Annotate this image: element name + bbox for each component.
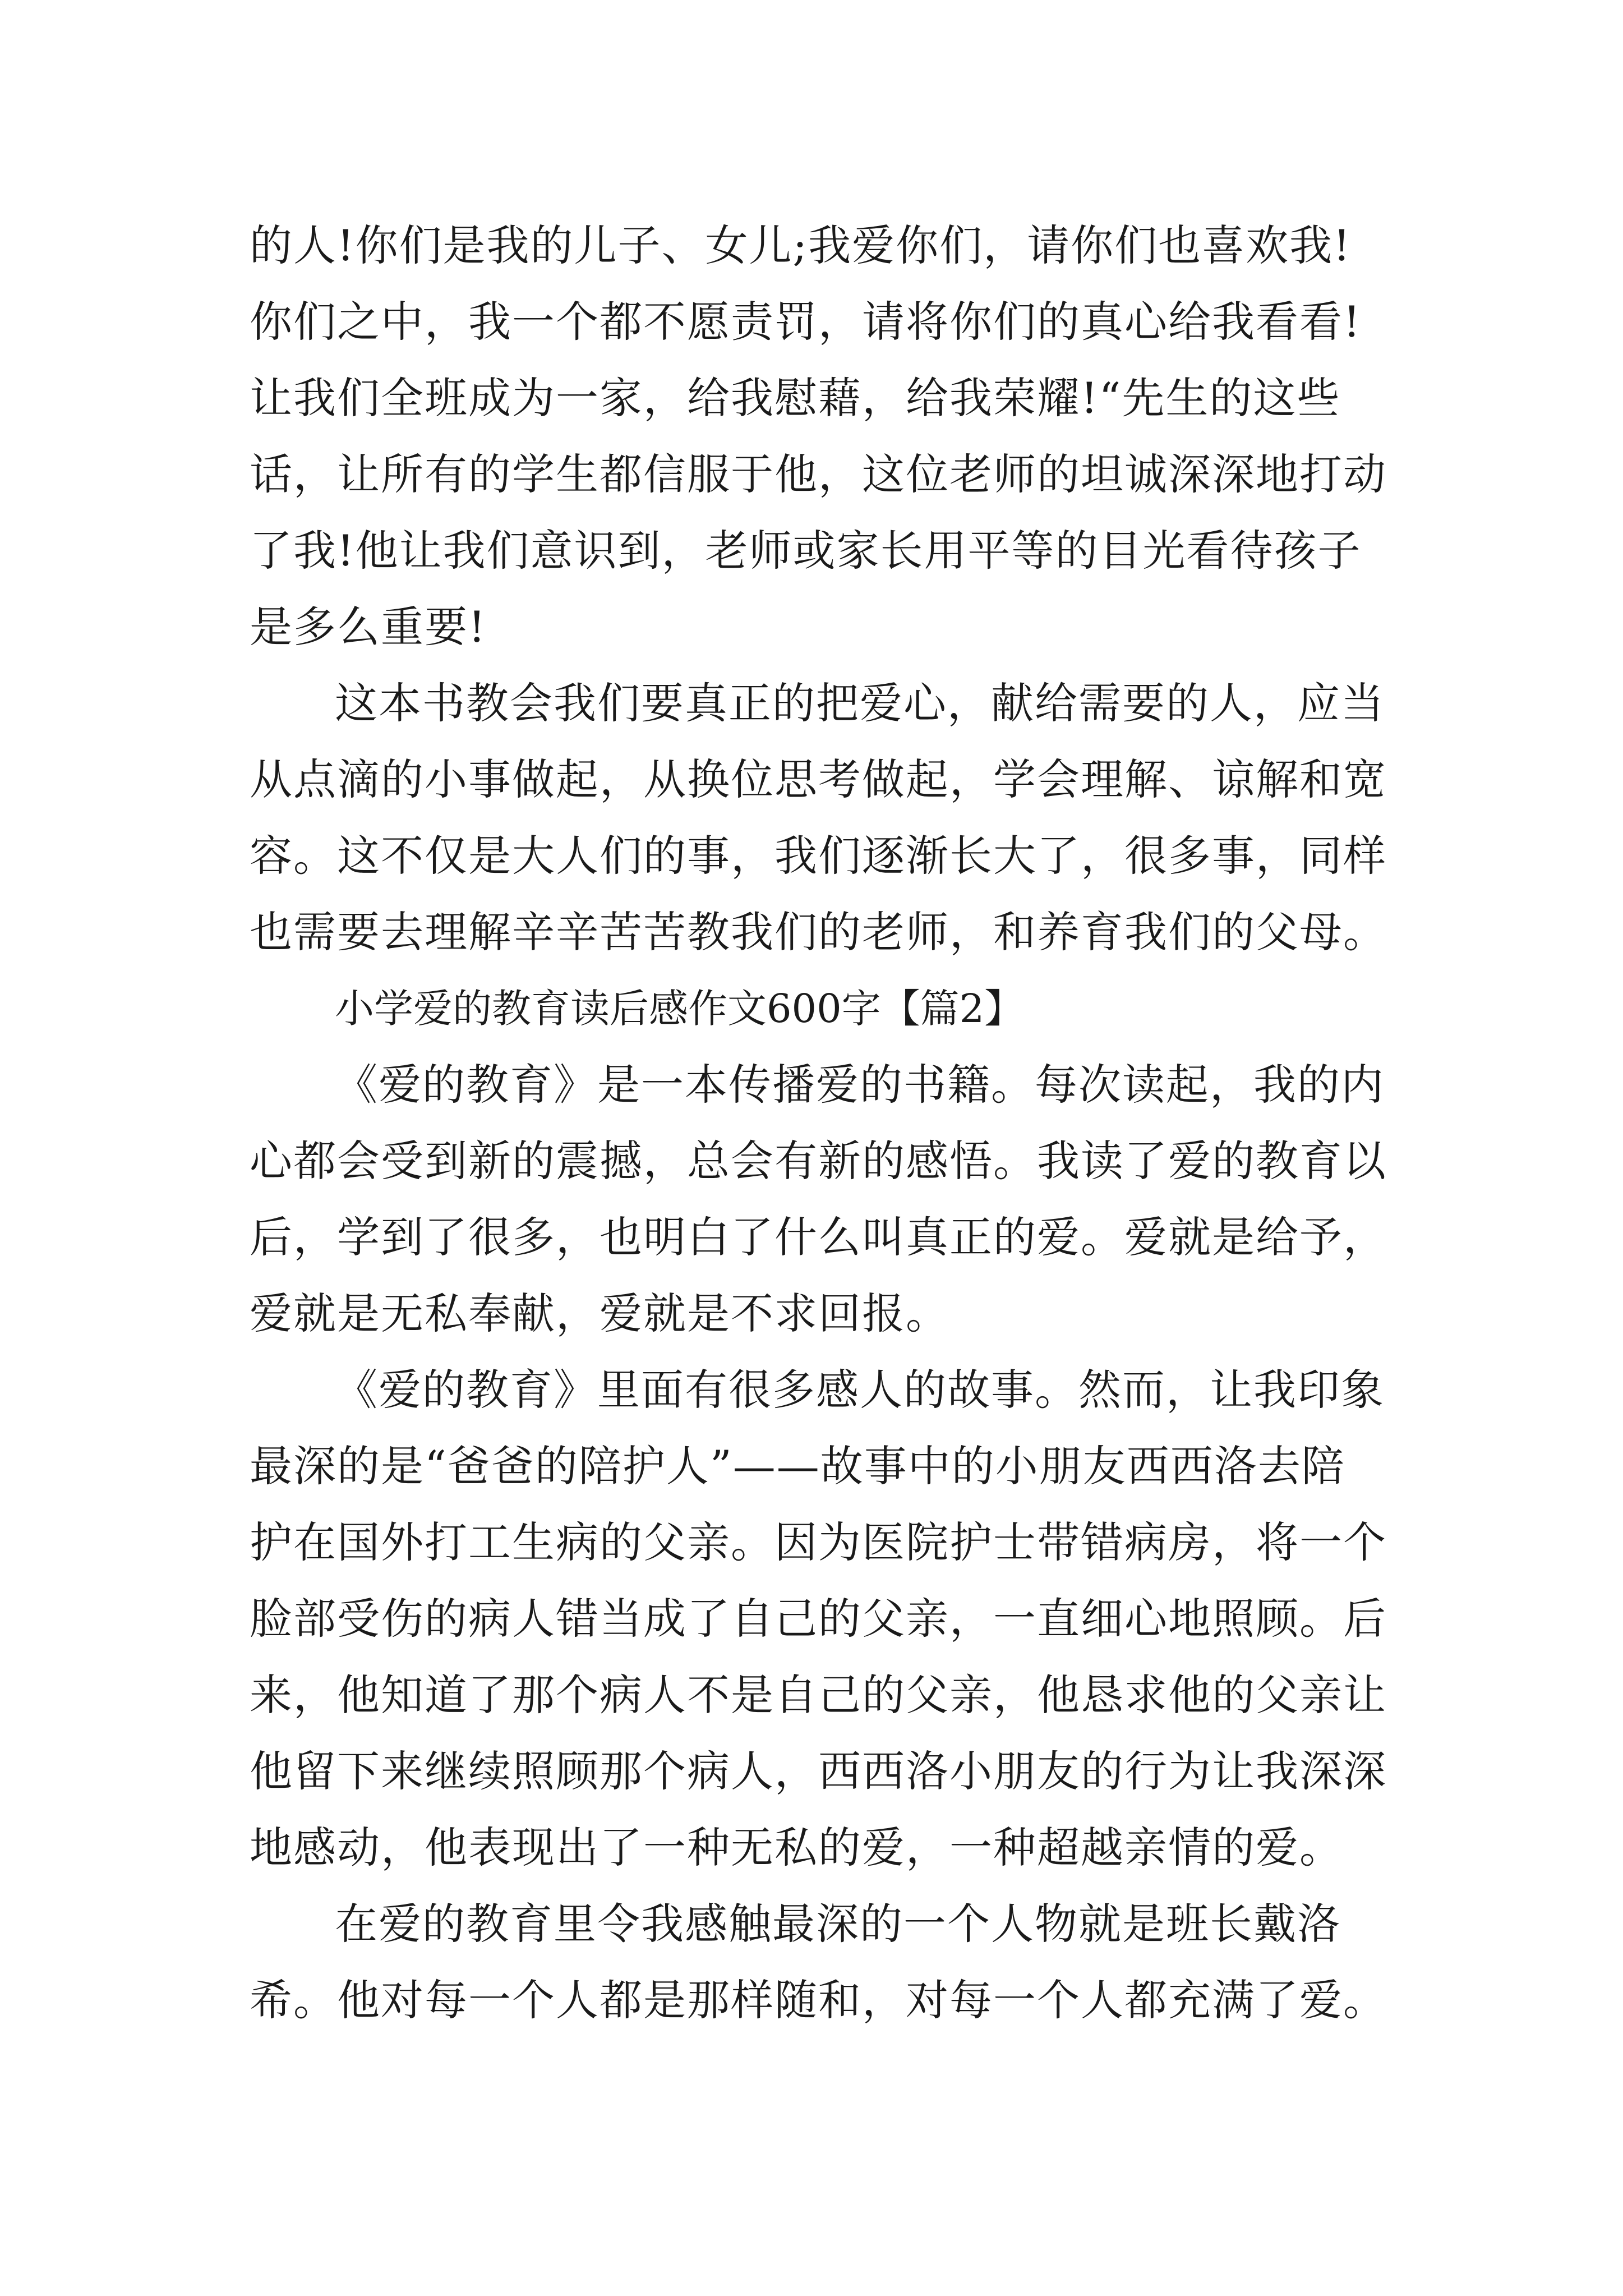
text-line: 容。这不仅是大人们的事，我们逐渐长大了，很多事，同样 <box>250 831 1387 881</box>
paragraph-first-line: 《爱的教育》是一本传播爱的书籍。每次读起，我的内 <box>335 1060 1385 1110</box>
text-line: 你们之中，我一个都不愿责罚，请将你们的真心给我看看! <box>250 297 1362 347</box>
paragraph-first-line: 这本书教会我们要真正的把爱心，献给需要的人，应当 <box>335 678 1385 728</box>
text-line: 话，让所有的学生都信服于他，这位老师的坦诚深深地打动 <box>250 449 1387 499</box>
text-line: 心都会受到新的震撼，总会有新的感悟。我读了爱的教育以 <box>250 1136 1387 1186</box>
text-line: 是多么重要! <box>250 602 487 652</box>
text-line: 地感动，他表现出了一种无私的爱，一种超越亲情的爱。 <box>250 1823 1343 1872</box>
paragraph-first-line: 在爱的教育里令我感触最深的一个人物就是班长戴洛 <box>335 1899 1341 1949</box>
text-line: 从点滴的小事做起，从换位思考做起，学会理解、谅解和宽 <box>250 754 1387 804</box>
text-line: 爱就是无私奉献，爱就是不求回报。 <box>250 1289 949 1338</box>
text-line: 希。他对每一个人都是那样随和，对每一个人都充满了爱。 <box>250 1975 1387 2025</box>
document-body <box>250 208 1388 2039</box>
text-line: 的人!你们是我的儿子、女儿;我爱你们，请你们也喜欢我! <box>250 220 1352 270</box>
section-heading: 小学爱的教育读后感作文600字【篇2】 <box>335 986 1024 1032</box>
text-line: 让我们全班成为一家，给我慰藉，给我荣耀!“先生的这些 <box>250 373 1341 423</box>
text-line: 来，他知道了那个病人不是自己的父亲，他恳求他的父亲让 <box>250 1670 1387 1720</box>
text-line: 了我!他让我们意识到，老师或家长用平等的目光看待孩子 <box>250 526 1362 576</box>
text-line: 护在国外打工生病的父亲。因为医院护士带错病房，将一个 <box>250 1517 1387 1567</box>
text-line: 最深的是“爸爸的陪护人”——故事中的小朋友西西洛去陪 <box>250 1441 1345 1491</box>
text-line: 也需要去理解辛辛苦苦教我们的老师，和养育我们的父母。 <box>250 907 1387 957</box>
paragraph-first-line: 《爱的教育》里面有很多感人的故事。然而，让我印象 <box>335 1365 1385 1415</box>
text-line: 他留下来继续照顾那个病人，西西洛小朋友的行为让我深深 <box>250 1746 1387 1796</box>
text-line: 脸部受伤的病人错当成了自己的父亲，一直细心地照顾。后 <box>250 1594 1387 1644</box>
text-line: 后，学到了很多，也明白了什么叫真正的爱。爱就是给予， <box>250 1212 1387 1262</box>
